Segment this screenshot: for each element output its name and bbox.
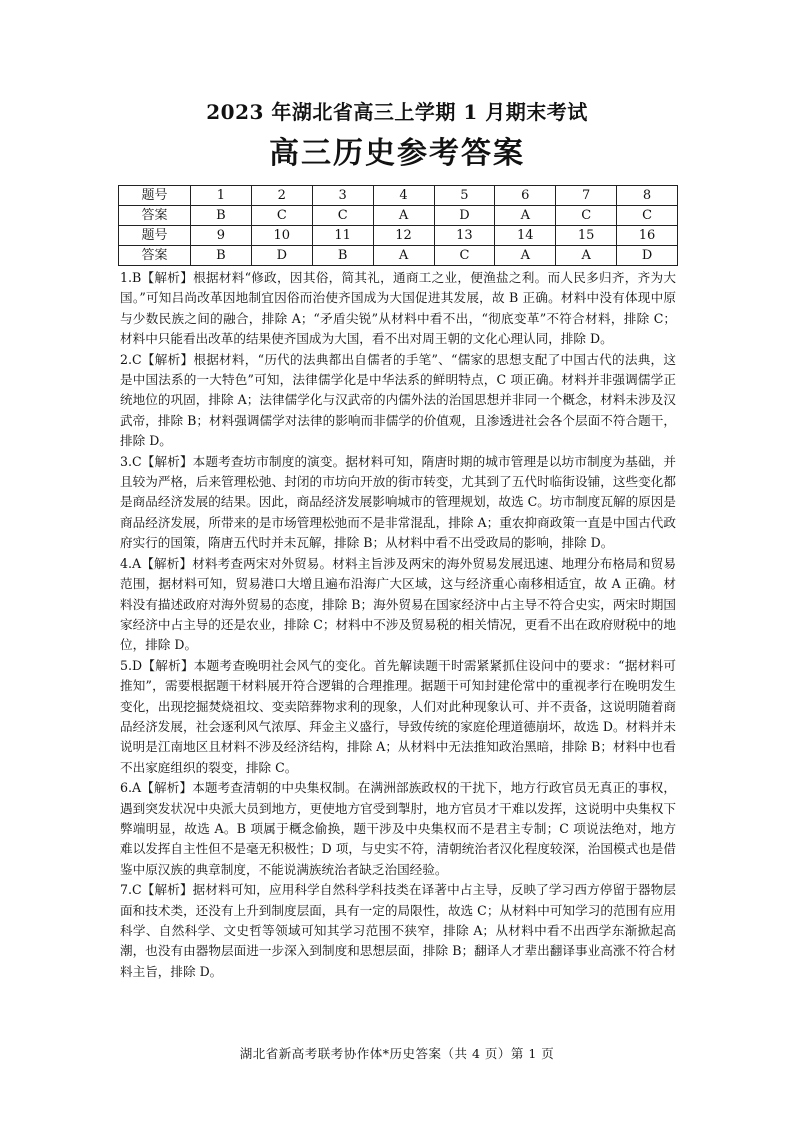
table-cell: 7 [556, 186, 617, 206]
explanation-item: 3.C【解析】本题考查坊市制度的演变。据材料可知，隋唐时期的城市管理是以坊市制度为基础，并且较为严格，后来管理松弛、封闭的市坊向开放的街市转变，尤其到了五代时临街设铺，这些变化都是商品经济发展的结果。因此，商品经济发展影响城市的管理规划，故选 C。坊市制度瓦解的原因是商品经济发展，所带来的是市场管理松弛而不是非常混乱，排除 A；重农抑商政策一直是中国古代政府实行的国策，隋唐五代时并未瓦解，排除 B；从材料中看不出受政局的影响，排除 D。 [120, 453, 676, 551]
subject-title: 高三历史参考答案 [269, 136, 525, 171]
page-footer: 湖北省新高考联考协作体*历史答案（共 4 页）第 1 页 [239, 1046, 555, 1061]
table-cell: A [556, 246, 617, 266]
table-cell: 10 [251, 226, 312, 246]
table-cell: A [373, 206, 434, 226]
table-cell: 3 [312, 186, 373, 206]
table-row [119, 206, 678, 226]
explanation-item: 7.C【解析】据材料可知，应用科学自然科学科技类在译著中占主导，反映了学习西方停留于器物层面和技术类，还没有上升到制度层面，具有一定的局限性，故选 C；从材料中可知学习的范围有应用科学、自然科学、文史哲等领域可知其学习范围不狭窄，排除 A；从材料中看不出西学东渐掀起高潮，也没有由器物层面进一步深入到制度和思想层面，排除 B；翻译人才辈出翻译事业高涨不符合材料主旨，排除 D。 [120, 882, 676, 979]
table-cell: C [556, 206, 617, 226]
table-cell: C [434, 246, 495, 266]
table-row [119, 246, 678, 266]
row-label: 题号 [119, 186, 191, 206]
table-cell: C [312, 206, 373, 226]
explanation-item: 4.A【解析】材料考查两宋对外贸易。材料主旨涉及两宋的海外贸易发展迅速、地理分布格局和贸易范围，据材料可知，贸易港口大增且遍布沿海广大区域，这与经济重心南移相适宜，故 A 正确。材料没有描述政府对海外贸易的态度，排除 B；海外贸易在国家经济中占主导不符合史实，两宋时期国家经济中占主导的还是农业，排除 C；材料中不涉及贸易税的相关情况，更看不出在政府财税中的地位，排除 D。 [120, 555, 676, 653]
table-cell: 12 [373, 226, 434, 246]
row-label: 答案 [119, 206, 191, 226]
row-label: 答案 [119, 246, 191, 266]
explanation-item: 2.C【解析】根据材料，“历代的法典都出自儒者的手笔”、“儒家的思想支配了中国古代的法典，这是中国法系的一大特色”可知，法律儒学化是中华法系的鲜明特点，C 项正确。材料并非强调儒学正统地位的巩固，排除 A；法律儒学化与汉武帝的内儒外法的治国思想并非同一个概念，材料未涉及汉武帝，排除 B；材料强调儒学对法律的影响而非儒学的价值观，且渗透进社会各个层面不符合题干，排除 D。 [120, 351, 676, 449]
table-cell: 16 [617, 226, 678, 246]
table-cell: 9 [191, 226, 252, 246]
table-cell: 13 [434, 226, 495, 246]
table-cell: 4 [373, 186, 434, 206]
answer-table [118, 185, 678, 266]
answer-table-body [119, 186, 678, 266]
table-cell: 5 [434, 186, 495, 206]
table-cell: 2 [251, 186, 312, 206]
explanation-item: 1.B【解析】根据材料“修政，因其俗，简其礼，通商工之业，便渔盐之利。而人民多归齐，齐为大国。”可知吕尚改革因地制宜因俗而治使齐国成为大国促进其发展，故 B 正确。材料中没有体现中原与少数民族之间的融合，排除 A；“矛盾尖锐”从材料中看不出，“彻底变革”不符合材料，排除 C；材料中只能看出改革的结果使齐国成为大国，看不出对周王朝的文化心理认同，排除 D。 [120, 270, 676, 347]
table-row [119, 226, 678, 246]
table-cell: 1 [191, 186, 252, 206]
table-cell: A [495, 206, 556, 226]
explanations [120, 268, 676, 982]
table-cell: 8 [617, 186, 678, 206]
table-cell: D [617, 246, 678, 266]
exam-title: 2023 年湖北省高三上学期 1 月期末考试 [206, 100, 588, 124]
table-cell: D [434, 206, 495, 226]
table-cell: 15 [556, 226, 617, 246]
row-label: 题号 [119, 226, 191, 246]
table-cell: B [191, 246, 252, 266]
table-cell: A [495, 246, 556, 266]
table-cell: B [191, 206, 252, 226]
table-cell: 14 [495, 226, 556, 246]
table-cell: 6 [495, 186, 556, 206]
explanation-item: 6.A【解析】本题考查清朝的中央集权制。在满洲部族政权的干扰下，地方行政官员无真正的事权，遇到突发状况中央派大员到地方，更使地方官受到掣肘，地方官员才干难以发挥，这说明中央集权下弊端明显，故选 A。B 项属于概念偷换，题干涉及中央集权而不是君主专制；C 项说法绝对，地方难以发挥自主性但不是毫无积极性；D 项，与史实不符，清朝统治者汉化程度较深，治国模式也是借鉴中原汉族的典章制度，不能说满族统治者缺乏治国经验。 [120, 780, 676, 877]
table-cell: D [251, 246, 312, 266]
table-cell: C [251, 206, 312, 226]
table-cell: A [373, 246, 434, 266]
table-cell: 11 [312, 226, 373, 246]
explanation-item: 5.D【解析】本题考查晚明社会风气的变化。首先解读题干时需紧紧抓住设问中的要求：“据材料可推知”，需要根据题干材料展开符合逻辑的合理推理。据题干可知封建伦常中的重视孝行在晚明发生变化，出现挖掘焚烧祖坟、变卖陪葬物求利的现象，人们对此种现象认可、并不责备，这说明随着商品经济发展，社会逐利风气浓厚、拜金主义盛行，导致传统的家庭伦理道德崩坏，故选 D。材料并未说明是江南地区且材料不涉及经济结构，排除 A；从材料中无法推知政治黑暗，排除 B；材料中也看不出家庭组织的裂变，排除 C。 [120, 657, 676, 775]
table-cell: C [617, 206, 678, 226]
table-cell: B [312, 246, 373, 266]
table-row [119, 186, 678, 206]
